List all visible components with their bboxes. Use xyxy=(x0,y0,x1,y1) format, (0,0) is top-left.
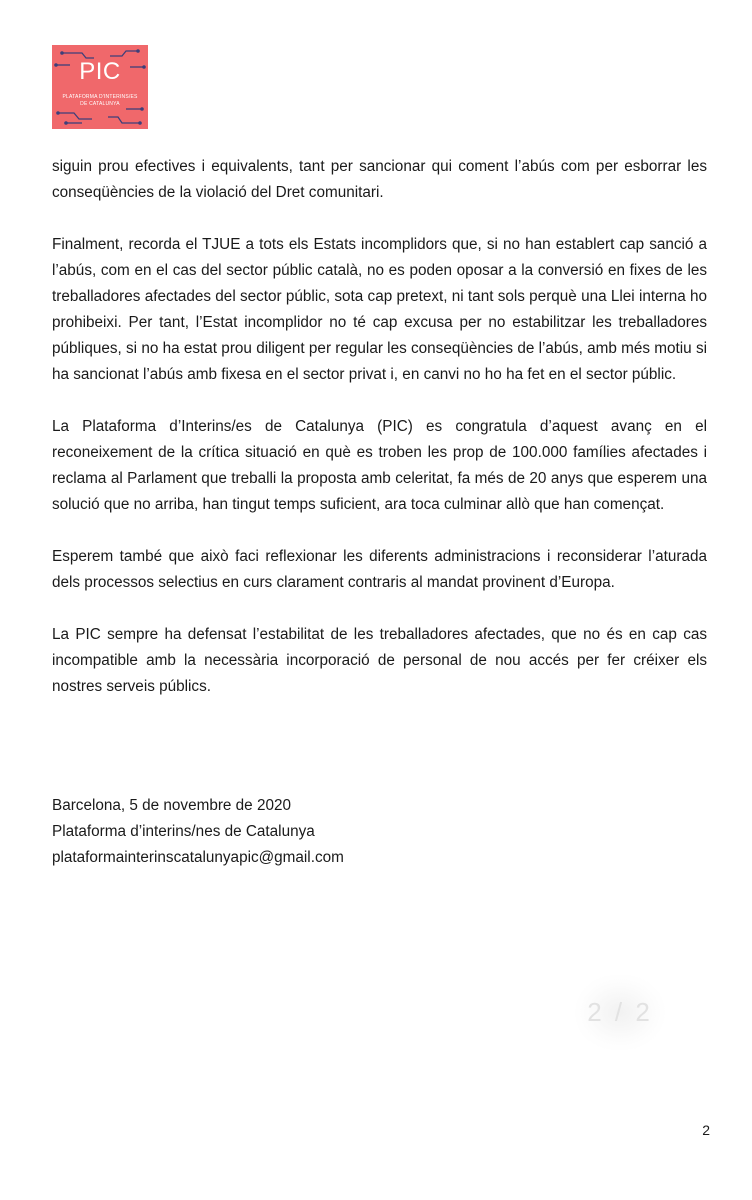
page-watermark: 2 / 2 xyxy=(575,975,665,1050)
document-body xyxy=(52,154,707,726)
logo-subtitle-line1: PLATAFORMA D'INTERINS/ES xyxy=(62,94,138,100)
place-date: Barcelona, 5 de novembre de 2020 xyxy=(52,797,291,814)
organization-name: Plataforma d’interins/nes de Catalunya xyxy=(52,823,315,840)
paragraph-5: La PIC sempre ha defensat l’estabilitat de les treballadores afectades, que no és en cap cas incompatible amb la necessària incorporació de personal de nou accés per fer créixer els nostres serveis públics. xyxy=(52,626,707,695)
pic-logo xyxy=(52,45,148,129)
paragraph-2: Finalment, recorda el TJUE a tots els Estats incomplidors que, si no han establert cap sanció a l’abús, com en el cas del sector públic català, no es poden oposar a la conversió en fixes de les treballadores afectades del sector públic, sota cap pretext, ni tant sols perquè una Llei interna ho prohibeixi. Per tant, l’Estat incomplidor no té cap excusa per no estabilitzar les treballadores públiques, si no ha estat prou diligent per regular les conseqüències de l’abús, amb més motiu si ha sancionat l’abús amb fixesa en el sector privat i, en canvi no ho ha fet en el sector públic. xyxy=(52,236,707,383)
contact-email: plataformainterinscatalunyapic@gmail.com xyxy=(52,849,344,866)
logo-title: PIC xyxy=(79,58,121,85)
paragraph-1: siguin prou efectives i equivalents, tant per sancionar qui coment l’abús com per esborrar les conseqüències de la violació del Dret comunitari. xyxy=(52,158,707,201)
paragraph-4: Esperem també que això faci reflexionar les diferents administracions i reconsiderar l’aturada dels processos selectius en curs clarament contraris al mandat provinent d’Europa. xyxy=(52,548,707,591)
paragraph-3: La Plataforma d’Interins/es de Catalunya (PIC) es congratula d’aquest avanç en el reconeixement de la crítica situació en què es troben les prop de 100.000 famílies afectades i reclama al Parlament que treballi la proposta amb celeritat, fa més de 20 anys que esperem una solució que no arriba, han tingut temps suficient, ara toca culminar allò que han començat. xyxy=(52,418,707,513)
logo-subtitle-line2: DE CATALUNYA xyxy=(80,101,120,107)
signature-block xyxy=(52,793,344,871)
page-number: 2 xyxy=(702,1122,710,1138)
